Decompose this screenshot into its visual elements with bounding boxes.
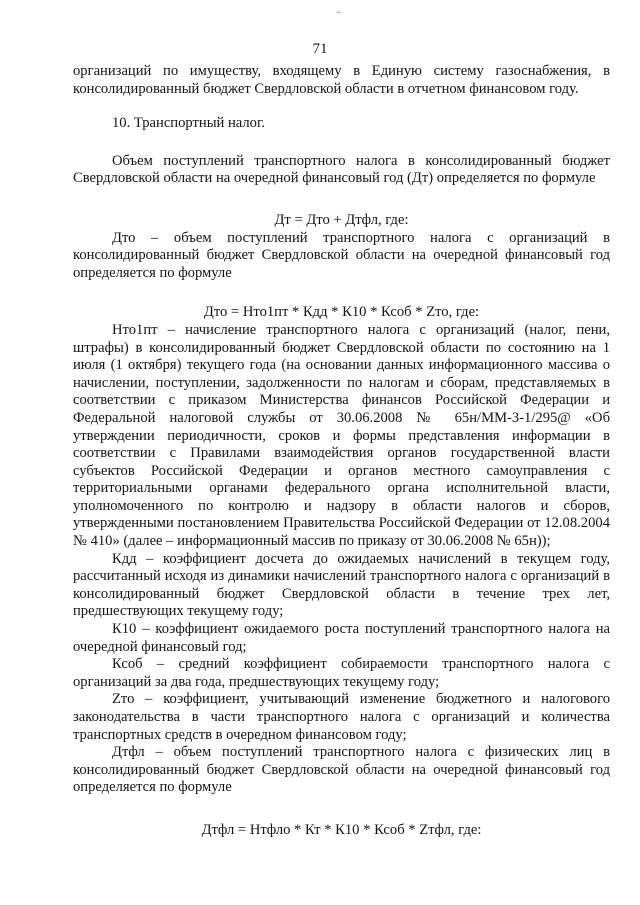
kdd-definition: Кдд – коэффициент досчета до ожидаемых начислений в текущем году, рассчитанный исходя из динамики начислений транспортного налога с организаций в консолидированный бюджет Свердловской области в течение трех лет, предшествующих текущему году; [73, 550, 610, 620]
nto-definition: Нто1пт – начисление транспортного налога с организаций (налог, пени, штрафы) в консолидированный бюджет Свердловской области по состоянию на 1 июля (1 октября) текущего года (на основании данных информационного массива о начислении, поступлении, задолженности по налогам и сборам, представляемых в соответствии с приказом Министерства финансов Российской Федерации и Федеральной налоговой службы от 30.06.2008 № 65н/ММ-3-1/295@ «Об утверждении периодичности, сроков и формы представления информации в соответствии с Правилами взаимодействия органов государственной власти субъектов Российской Федерации и органов местного самоуправления с территориальными органами федерального органа исполнительной власти, уполномоченного по контролю и надзору в области налогов и сборов, утвержденными постановлением Правительства Российской Федерации от 12.08.2004 № 410» (далее – информационный массив по приказу от 30.06.2008 № 65н)); [73, 321, 610, 550]
volume-paragraph: Объем поступлений транспортного налога в консолидированный бюджет Свердловской области на очередной финансовый год (Дт) определяется по формуле [73, 152, 610, 187]
k10-definition: К10 – коэффициент ожидаемого роста поступлений транспортного налога на очередной финансовый год; [73, 621, 610, 655]
formula-main: Дт = Дто + Дтфл, где: [274, 211, 409, 228]
section-heading: 10. Транспортный налог. [112, 115, 265, 132]
dtfl-definition: Дтфл – объем поступлений транспортного налога с физических лиц в консолидированный бюджет Свердловской области на очередной финансовый год определяется по формуле [73, 744, 610, 796]
formula-dto: Дто = Нто1пт * Кдд * К10 * Ксоб * Zто, где: [203, 304, 480, 321]
page-number: 71 [312, 41, 328, 57]
zto-definition: Zто – коэффициент, учитывающий изменение бюджетного и налогового законодательства в части транспортного налога с организаций и количества транспортных средств в очередном финансовом году; [73, 691, 610, 743]
continuation-paragraph: организаций по имуществу, входящему в Единую систему газоснабжения, в консолидированный бюджет Свердловской области в отчетном финансовом году. [73, 63, 610, 97]
formula-dtfl: Дтфл = Нтфло * Кт * К10 * Ксоб * Zтфл, где: [201, 821, 482, 838]
ksob-definition: Ксоб – средний коэффициент собираемости транспортного налога с организаций за два года, предшествующих текущему году; [73, 656, 610, 690]
document-body [73, 63, 610, 840]
top-mark: .. [336, 5, 341, 16]
dto-paragraph: Дто – объем поступлений транспортного налога с организаций в консолидированный бюджет Свердловской области на очередной финансовый год определяется по формуле [73, 229, 610, 281]
